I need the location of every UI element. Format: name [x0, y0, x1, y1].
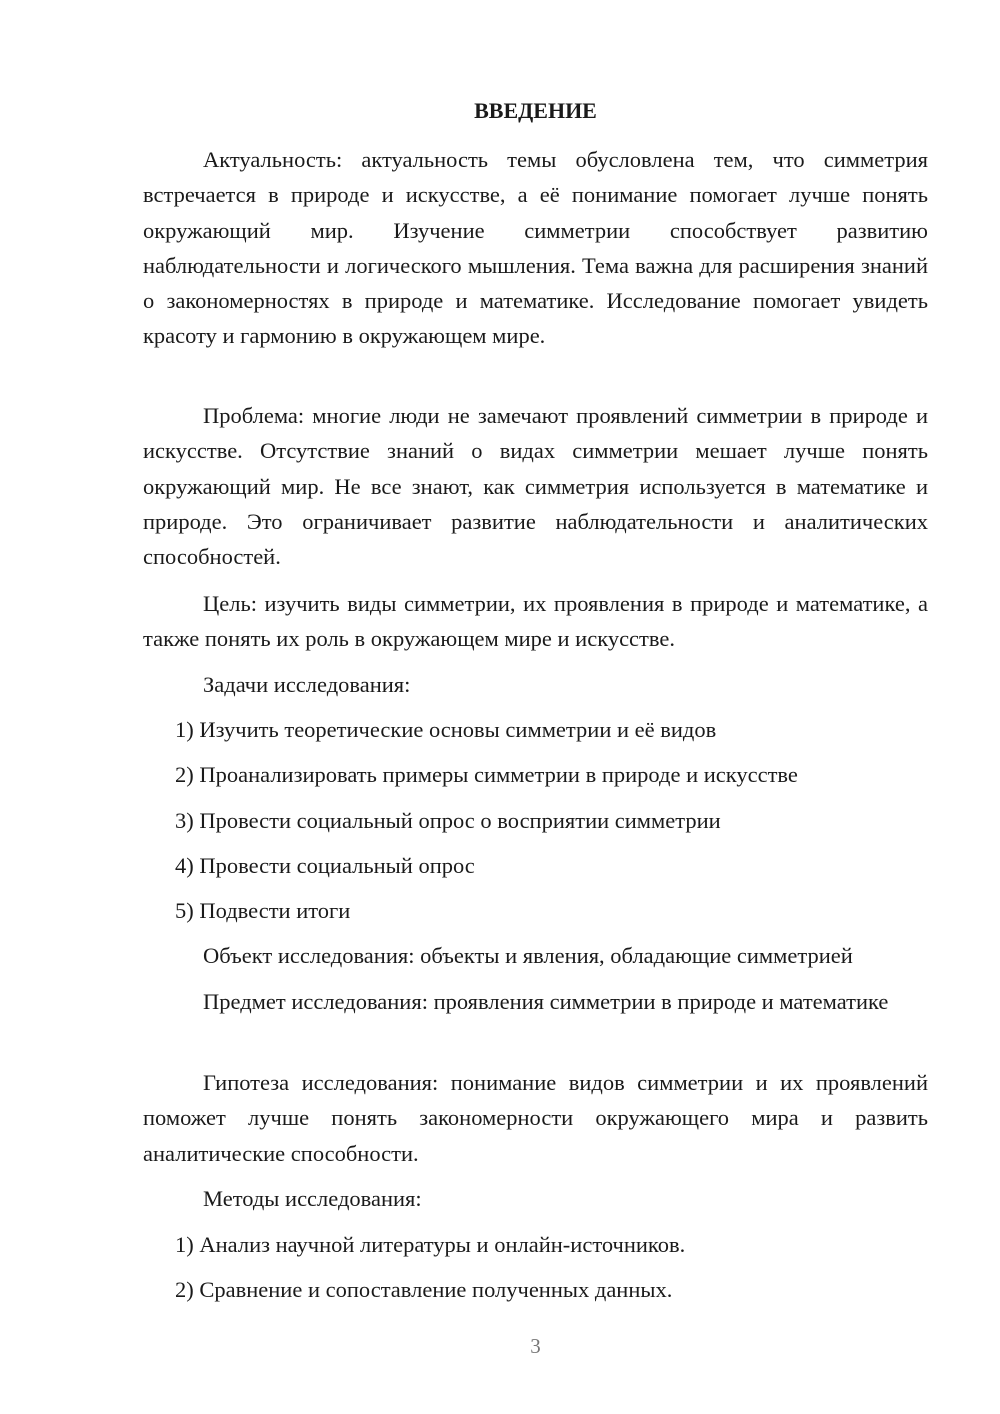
task-item: 5) Подвести итоги	[175, 898, 351, 923]
task-item: 1) Изучить теоретические основы симметрии и её видов	[175, 717, 717, 742]
page-number: 3	[530, 1334, 541, 1358]
task-item: 4) Провести социальный опрос	[175, 853, 475, 878]
hypothesis-paragraph: Гипотеза исследования: понимание видов симметрии и их проявлений поможет лучше понять закономерности окружающего мира и развить аналитические способности.	[143, 1070, 928, 1166]
document-page	[143, 0, 928, 1414]
task-item: 2) Проанализировать примеры симметрии в природе и искусстве	[175, 762, 798, 787]
tasks-heading: Задачи исследования:	[203, 672, 411, 697]
goal-paragraph: Цель: изучить виды симметрии, их проявления в природе и математике, а также понять их роль в окружающем мире и искусстве.	[143, 591, 928, 652]
methods-heading: Методы исследования:	[203, 1186, 422, 1211]
method-item: 1) Анализ научной литературы и онлайн-источников.	[175, 1232, 686, 1257]
page-title: ВВЕДЕНИЕ	[474, 98, 597, 123]
subject-paragraph: Предмет исследования: проявления симметрии в природе и математике	[203, 989, 889, 1014]
relevance-paragraph: Актуальность: актуальность темы обусловлена тем, что симметрия встречается в природе и искусстве, а её понимание помогает лучше понять окружающий мир. Изучение симметрии способствует развитию наблюдательности и логического мышления. Тема важна для расширения знаний о закономерностях в природе и математике. Исследование помогает увидеть красоту и гармонию в окружающем мире.	[143, 147, 928, 349]
task-item: 3) Провести социальный опрос о восприятии симметрии	[175, 808, 721, 833]
method-item: 2) Сравнение и сопоставление полученных данных.	[175, 1277, 673, 1302]
problem-paragraph: Проблема: многие люди не замечают проявлений симметрии в природе и искусстве. Отсутствие знаний о видах симметрии мешает лучше понять окружающий мир. Не все знают, как симметрия используется в математике и природе. Это ограничивает развитие наблюдательности и аналитических способностей.	[143, 403, 928, 570]
object-line: Объект исследования: объекты и явления, обладающие симметрией	[203, 943, 853, 968]
